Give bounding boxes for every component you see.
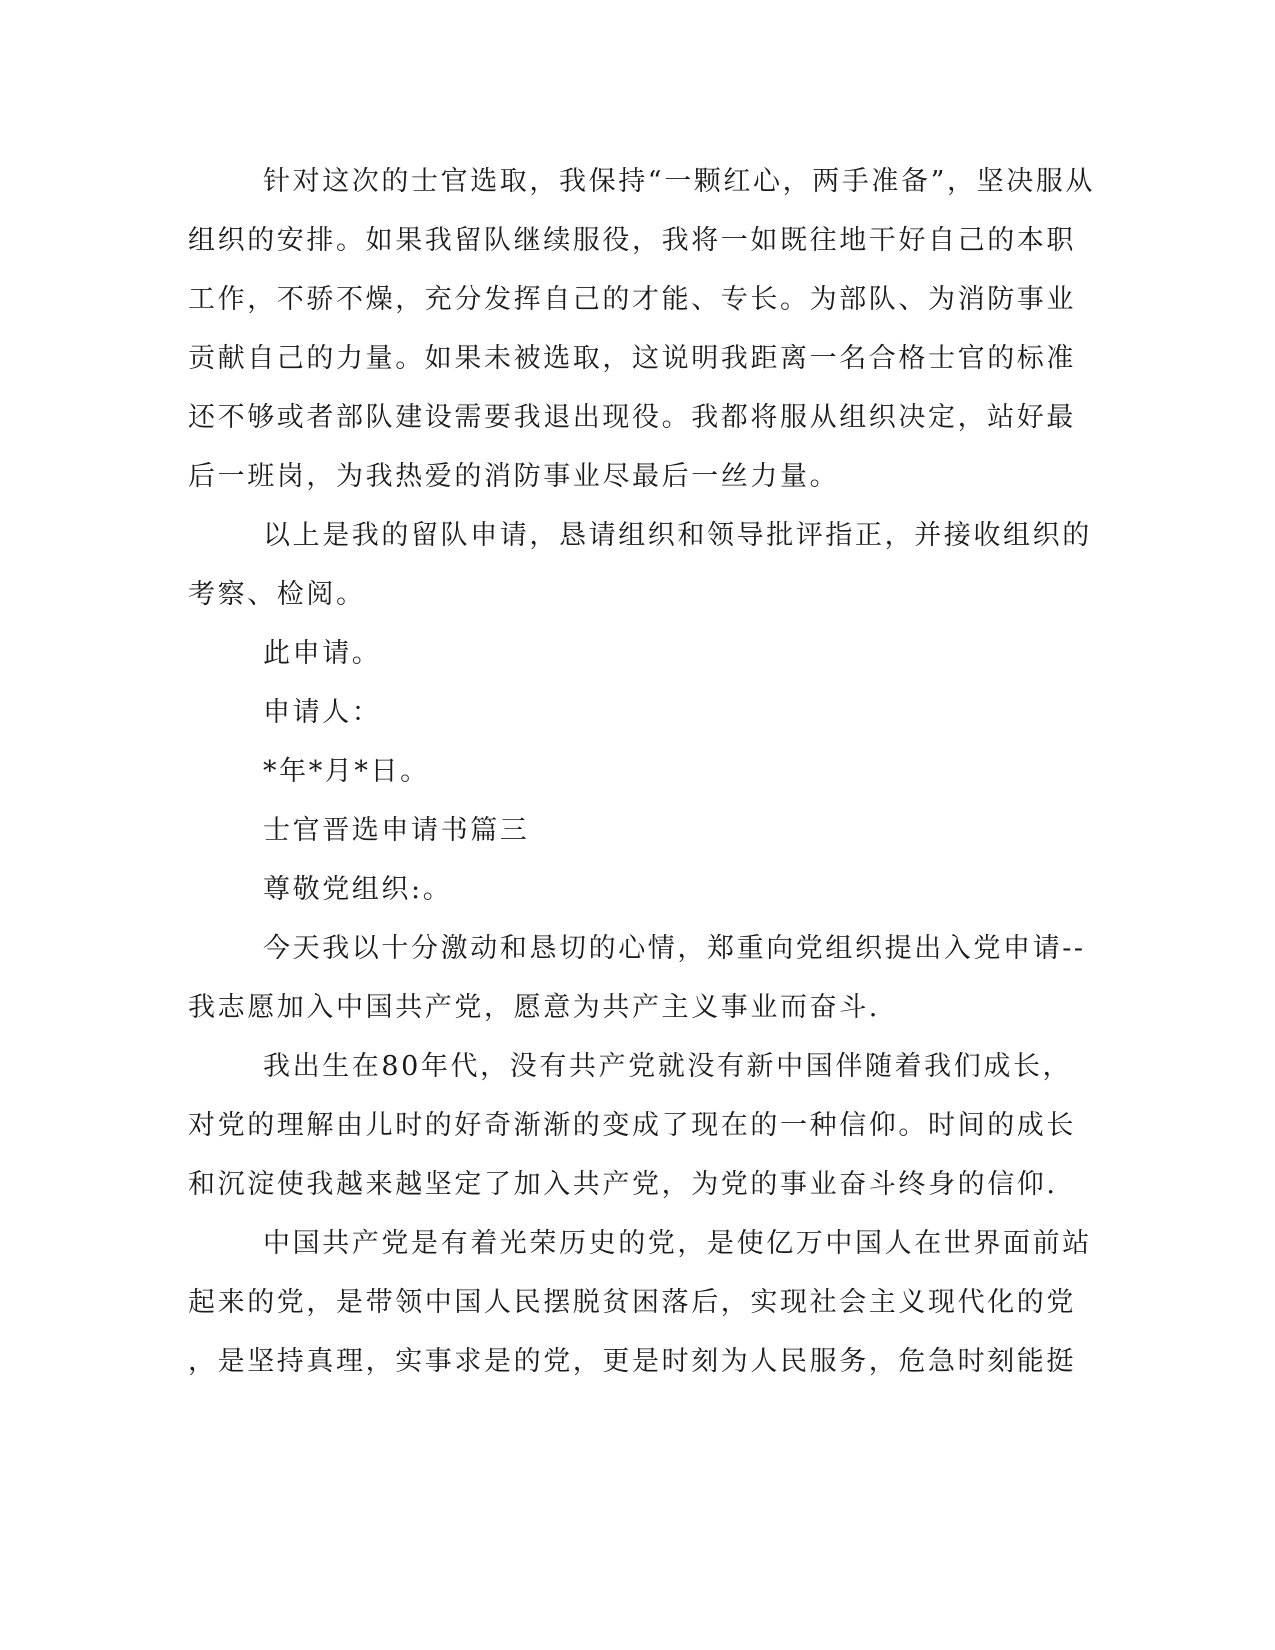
section-heading: 士官晋选申请书篇三 <box>263 815 530 846</box>
salutation: 尊敬党组织:。 <box>263 874 453 905</box>
paragraph-line: 还不够或者部队建设需要我退出现役。我都将服从组织决定，站好最 <box>188 402 1076 433</box>
paragraph-line: 针对这次的士官选取，我保持“一颗红心，两手准备”，坚决服从 <box>263 166 1096 197</box>
date-line: *年*月*日。 <box>263 756 430 787</box>
applicant-label: 申请人： <box>263 697 382 728</box>
paragraph-line: 贡献自己的力量。如果未被选取，这说明我距离一名合格士官的标准 <box>188 343 1076 374</box>
paragraph-line: 和沉淀使我越来越坚定了加入共产党，为党的事业奋斗终身的信仰. <box>188 1169 1058 1200</box>
paragraph-line: 组织的安排。如果我留队继续服役，我将一如既往地干好自己的本职 <box>188 225 1076 256</box>
paragraph-line: 我出生在80年代，没有共产党就没有新中国伴随着我们成长， <box>263 1051 1073 1082</box>
paragraph-line: 我志愿加入中国共产党，愿意为共产主义事业而奋斗. <box>188 992 880 1023</box>
paragraph-line: 今天我以十分激动和恳切的心情，郑重向党组织提出入党申请-- <box>263 933 1086 964</box>
paragraph-line: 起来的党，是带领中国人民摆脱贫困落后，实现社会主义现代化的党 <box>188 1287 1076 1318</box>
paragraph-line: ，是坚持真理，实事求是的党，更是时刻为人民服务，危急时刻能挺 <box>188 1346 1076 1377</box>
paragraph-line: 中国共产党是有着光荣历史的党，是使亿万中国人在世界面前站 <box>263 1228 1092 1259</box>
paragraph-line: 工作，不骄不燥，充分发挥自己的才能、专长。为部队、为消防事业 <box>188 284 1076 315</box>
paragraph-line: 对党的理解由儿时的好奇渐渐的变成了现在的一种信仰。时间的成长 <box>188 1110 1076 1141</box>
paragraph-line: 后一班岗，为我热爱的消防事业尽最后一丝力量。 <box>188 461 840 492</box>
paragraph-line: 以上是我的留队申请，恳请组织和领导批评指正，并接收组织的 <box>263 520 1092 551</box>
paragraph-line: 考察、检阅。 <box>188 579 366 610</box>
closing-line: 此申请。 <box>263 638 382 669</box>
